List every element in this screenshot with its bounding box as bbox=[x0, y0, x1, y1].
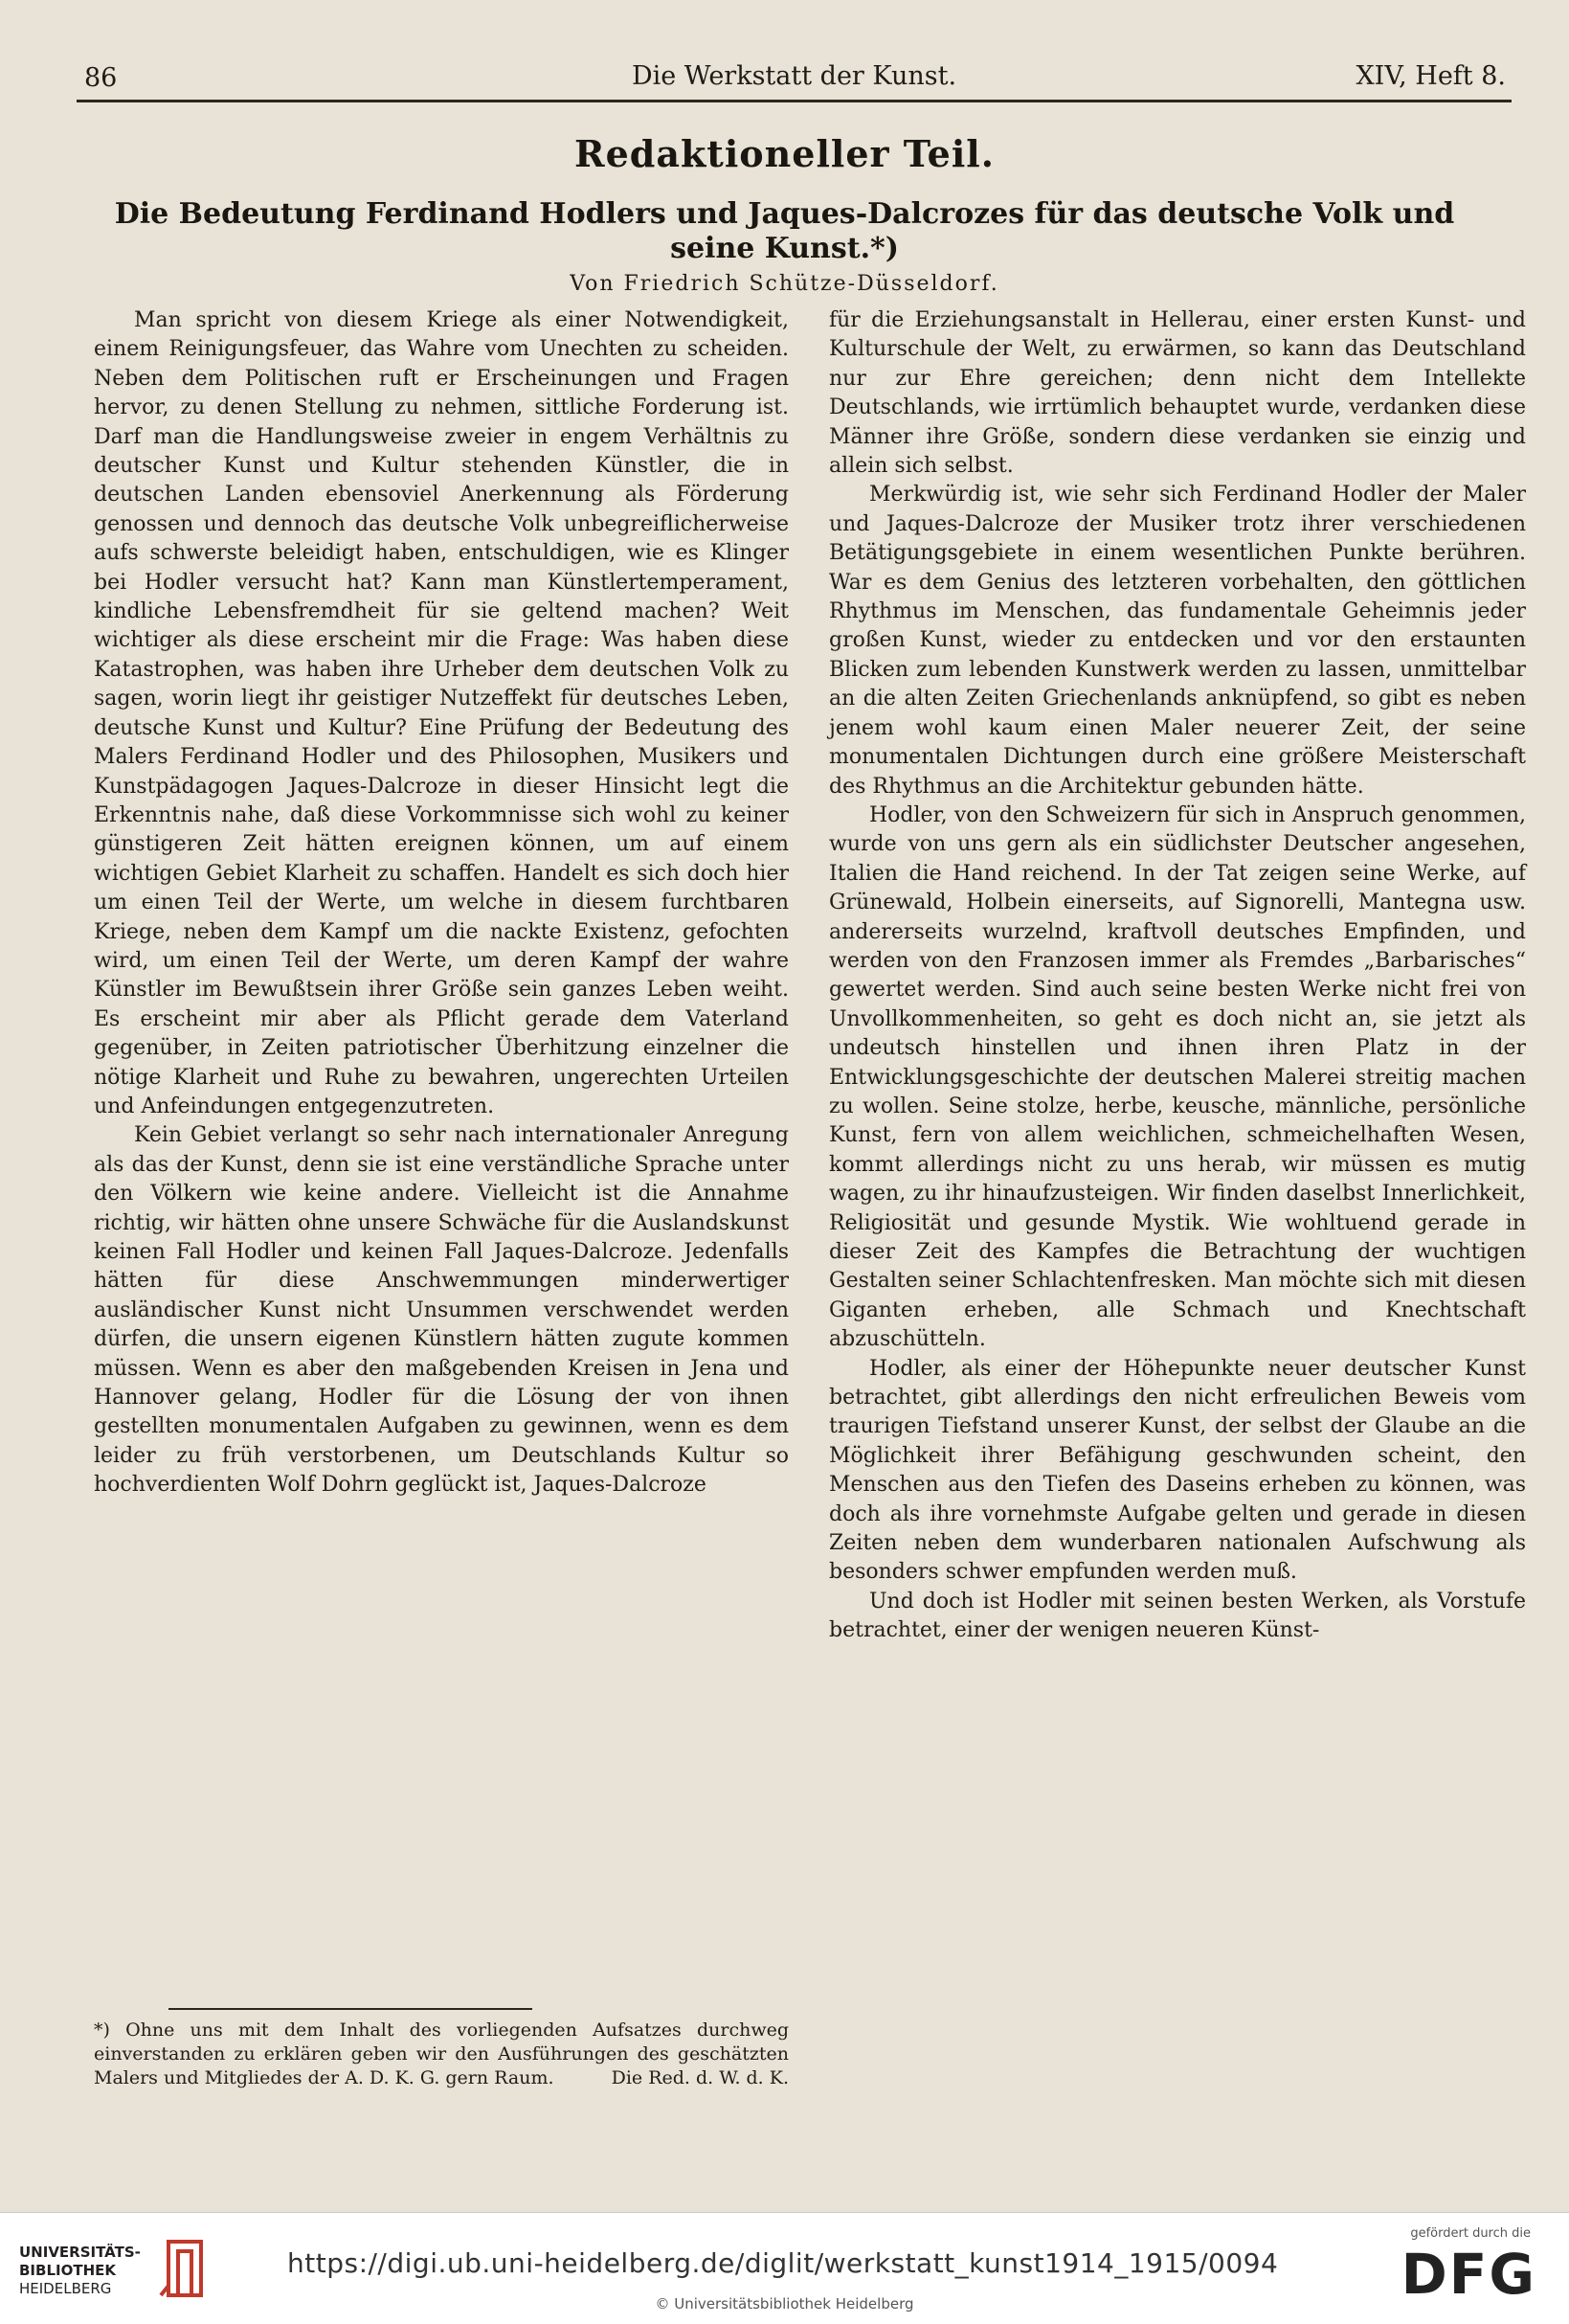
page-number: 86 bbox=[84, 63, 118, 93]
article-byline: Von Friedrich Schütze-Düsseldorf. bbox=[570, 272, 999, 296]
right-column bbox=[829, 306, 1526, 1646]
library-logo-icon bbox=[159, 2238, 213, 2301]
article-title: Die Bedeutung Ferdinand Hodlers und Jaques-Dalcrozes für das deutsche Volk und seine Kunst.*) bbox=[114, 197, 1455, 265]
permalink[interactable]: https://digi.ub.uni-heidelberg.de/diglit/werkstatt_kunst1914_1915/0094 bbox=[287, 2247, 1279, 2279]
section-title: Redaktioneller Teil. bbox=[574, 132, 995, 175]
issue-number: XIV, Heft 8. bbox=[1356, 61, 1506, 91]
paragraph: Kein Gebiet verlangt so sehr nach internationaler Anregung als das der Kunst, denn sie ist eine verständliche Sprache unter den Völkern wie keine andere. Vielleicht ist die Annahme richtig, wir hätten ohne unsere Schwäche für die Auslandskunst keinen Fall Hodler und keinen Fall Jaques-Dalcroze. Jedenfalls hätten für diese Anschwemmungen minderwertiger ausländischer Kunst nicht Unsummen verschwendet werden dürfen, die unsern eigenen Künstlern hätten zugute kommen müssen. Wenn es aber den maßgebenden Kreisen in Jena und Hannover gelang, Hodler für die Lösung der von ihnen gestellten monumentalen Aufgaben zu gewinnen, wenn es dem leider zu früh verstorbenen, um Deutschlands Kultur so hochverdienten Wolf Dohrn geglückt ist, Jaques-Dalcroze bbox=[94, 1123, 789, 1498]
paragraph: Hodler, als einer der Höhepunkte neuer deutscher Kunst betrachtet, gibt allerdings den nicht erfreulichen Beweis vom traurigen Tiefstand unserer Kunst, der selbst der Glaube an die Möglichkeit ihrer Befähigung geschwunden scheint, den Menschen aus den Tiefen des Daseins erheben zu können, was doch als ihre vornehmste Aufgabe gelten und gerade in diesen Zeiten neben dem wunderbaren nationalen Aufschwung als besonders schwer empfunden werden muß. bbox=[829, 1356, 1526, 1585]
library-name: UNIVERSITÄTS- BIBLIOTHEK HEIDELBERG bbox=[19, 2244, 141, 2297]
copyright: © Universitätsbibliothek Heidelberg bbox=[655, 2295, 914, 2313]
header-rule bbox=[77, 100, 1512, 102]
journal-title: Die Werkstatt der Kunst. bbox=[631, 61, 957, 91]
footnote-signature: Die Red. d. W. d. K. bbox=[611, 2067, 789, 2088]
left-column bbox=[94, 306, 789, 1500]
paragraph: Hodler, von den Schweizern für sich in Anspruch genommen, wurde von uns gern als ein südlichster Deutscher angesehen, Italien die Hand reichend. In der Tat zeigen seine Werke, auf Grünewald, Holbein einerseits, auf Signorelli, Mantegna usw. andererseits wurzelnd, kraftvoll deutsches Empfinden, und werden von den Franzosen immer als Fremdes „Barbarisches“ gewertet werden. Sind auch seine besten Werke nicht frei von Unvollkommenheiten, so geht es doch nicht an, sie jetzt als undeutsch hinstellen und ihnen ihren Platz in der Entwicklungsgeschichte der deutschen Malerei streitig machen zu wollen. Seine stolze, herbe, keusche, männliche, persönliche Kunst, fern von allem weichlichen, schmeichelhaften Wesen, kommt allerdings nicht zu uns herab, wir müssen es mutig wagen, zu ihr hinaufzusteigen. Wir finden daselbst Innerlichkeit, Religiosität und gesunde Mystik. Wie wohltuend gerade in dieser Zeit des Kampfes die Betrachtung der wuchtigen Gestalten seiner Schlachtenfresken. Man möchte sich mit diesen Giganten erheben, alle Schmach und Knechtschaft abzuschütteln. bbox=[829, 802, 1526, 1352]
running-head bbox=[77, 56, 1512, 98]
footnote-text: *) Ohne uns mit dem Inhalt des vorliegenden Aufsatzes durchweg einverstanden zu erklären geben wir den Ausführungen des geschätzten Malers und Mitgliedes der A. D. K. G. gern Raum. bbox=[94, 2019, 789, 2088]
paragraph: für die Erziehungsanstalt in Hellerau, einer ersten Kunst- und Kulturschule der Welt, zu erwärmen, so kann das Deutschland nur zur Ehre gereichen; denn nicht dem Intellekte Deutschlands, wie irrtümlich behauptet wurde, verdanken diese Männer ihre Größe, sondern diese verdanken sie einzig und allein sich selbst. bbox=[829, 308, 1526, 479]
funding-note: gefördert durch die bbox=[1410, 2226, 1531, 2241]
footnote bbox=[94, 2019, 789, 2090]
dfg-logo: DFG bbox=[1401, 2242, 1536, 2307]
paragraph: Merkwürdig ist, wie sehr sich Ferdinand Hodler der Maler und Jaques-Dalcroze der Musiker trotz ihrer verschiedenen Betätigungsgebiete in einem wesentlichen Punkte berühren. War es dem Genius des letzteren vorbehalten, den göttlichen Rhythmus im Menschen, das fundamentale Geheimnis jeder großen Kunst, wieder zu entdecken und vor den erstaunten Blicken zum lebenden Kunstwerk werden zu lassen, unmittelbar an die alten Zeiten Griechenlands anknüpfend, so gibt es neben jenem wohl kaum einen Maler neuerer Zeit, der seine monumentalen Dichtungen durch eine größere Meisterschaft des Rhythmus an die Architektur gebunden hätte. bbox=[829, 483, 1526, 799]
viewer-footer bbox=[0, 2212, 1569, 2324]
footnote-rule bbox=[168, 2008, 532, 2010]
paragraph: Man spricht von diesem Kriege als einer Notwendigkeit, einem Reinigungsfeuer, das Wahre vom Unechten zu scheiden. Neben dem Politischen ruft er Erscheinungen und Fragen hervor, zu denen Stellung zu nehmen, sittliche Forderung ist. Darf man die Handlungsweise zweier in engem Verhältnis zu deutscher Kunst und Kultur stehenden Künstler, die in deutschen Landen ebensoviel Anerkennung als Förderung genossen und dennoch das deutsche Volk unbegreiflicherweise aufs schwerste beleidigt haben, entschuldigen, wie es Klinger bei Hodler versucht hat? Kann man Künstlertemperament, kindliche Lebensfremdheit für sie geltend machen? Weit wichtiger als diese erscheint mir die Frage: Was haben diese Katastrophen, was haben ihre Urheber dem deutschen Volk zu sagen, worin liegt ihr geistiger Nutzeffekt für deutsches Leben, deutsche Kunst und Kultur? Eine Prüfung der Bedeutung des Malers Ferdinand Hodler und des Philosophen, Musikers und Kunstpädagogen Jaques-Dalcroze in dieser Hinsicht legt die Erkenntnis nahe, daß diese Vorkommnisse sich wohl zu keiner günstigeren Zeit hätten ereignen können, um auf einem wichtigen Gebiet Klarheit zu schaffen. Handelt es sich doch hier um einen Teil der Werte, um welche in diesem furchtbaren Kriege, neben dem Kampf um die nackte Existenz, gefochten wird, um einen Teil der Werte, um deren Kampf der wahre Künstler im Bewußtsein ihrer Größe sein ganzes Leben weiht. Es erscheint mir aber als Pflicht gerade dem Vaterland gegenüber, in Zeiten patriotischer Überhitzung einzelner die nötige Klarheit und Ruhe zu bewahren, ungerechten Urteilen und Anfeindungen entgegenzutreten. bbox=[94, 308, 789, 1118]
paragraph: Und doch ist Hodler mit seinen besten Werken, als Vorstufe betrachtet, einer der wenigen neueren Künst- bbox=[829, 1589, 1526, 1643]
